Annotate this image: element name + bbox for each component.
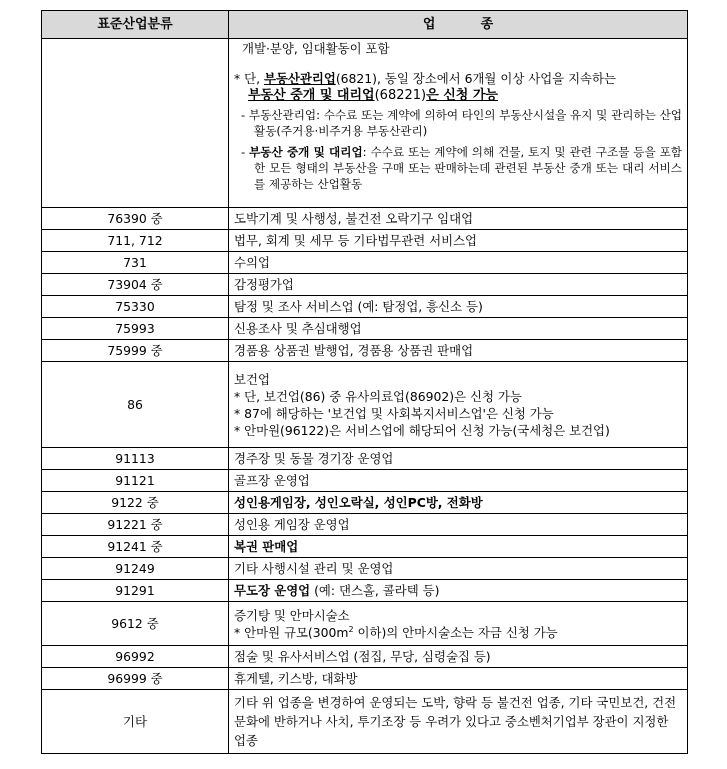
code-cell: 731	[42, 252, 229, 274]
desc-cell	[229, 602, 688, 646]
table-row	[42, 230, 688, 252]
bold-term: 부동산관리업	[263, 71, 336, 86]
table-row	[42, 668, 688, 690]
desc-line: * 안마원 규모($300m^2$ 이하)의 안마시술소는 자금 신청 가능	[234, 624, 558, 640]
header-classification: 표준산업분류	[42, 11, 229, 39]
table-row	[42, 208, 688, 230]
desc-cell: 성인용 게임장 운영업	[229, 514, 688, 536]
table-row	[42, 690, 688, 754]
table-row	[42, 602, 688, 646]
code-cell: 91221 중	[42, 514, 229, 536]
desc-cell: 도박기계 및 사행성, 불건전 오락기구 임대업	[229, 208, 688, 230]
table-row	[42, 362, 688, 448]
desc-line: 개발·분양, 임대활동이 포함	[242, 41, 390, 56]
table-row	[42, 470, 688, 492]
table-row	[42, 514, 688, 536]
desc-cell: 복권 판매업	[229, 536, 688, 558]
code-cell: 96999 중	[42, 668, 229, 690]
code-cell: 96992	[42, 646, 229, 668]
table-row	[42, 646, 688, 668]
sub-note: - 부동산관리업: 수수료 또는 계약에 의하여 타인의 부동산시설을 유지 및 관리하는 산업활동(주거용·비주거용 부동산관리)	[241, 108, 682, 138]
code-cell: 73904 중	[42, 274, 229, 296]
desc-cell: 점술 및 유사서비스업 (점집, 무당, 심령술집 등)	[229, 646, 688, 668]
table-row	[42, 274, 688, 296]
table-header-row	[42, 11, 688, 39]
code-cell: 91291	[42, 580, 229, 602]
code-cell: 76390 중	[42, 208, 229, 230]
desc-cell: 경품용 상품권 발행업, 경품용 상품권 판매업	[229, 340, 688, 362]
desc-line: * 안마원(96122)은 서비스업에 해당되어 신청 가능(국세청은 보건업)	[234, 422, 610, 438]
table-row	[42, 252, 688, 274]
desc-cell: 무도장 운영업 (예: 댄스홀, 콜라텍 등)	[229, 580, 688, 602]
code-cell: 711, 712	[42, 230, 229, 252]
desc-cell: 골프장 운영업	[229, 470, 688, 492]
desc-line: 보건업	[234, 371, 270, 387]
table-row	[42, 558, 688, 580]
code-cell: 86	[42, 362, 229, 448]
table-row	[42, 39, 688, 208]
sub-note: - 부동산 중개 및 대리업: 수수료 또는 계약에 의해 건물, 토지 및 관련 구조물 등을 포함한 모든 형태의 부동산을 구매 또는 판매하는데 관련된 부동산 중개 또는 대리 서비스를 제공하는 산업활동	[241, 145, 683, 191]
desc-cell: 신용조사 및 추심대행업	[229, 318, 688, 340]
code-cell: 9122 중	[42, 492, 229, 514]
desc-cell: 경주장 및 동물 경기장 운영업	[229, 448, 688, 470]
desc-cell: 기타 사행시설 관리 및 운영업	[229, 558, 688, 580]
code-cell: 9612 중	[42, 602, 229, 646]
code-cell: 91241 중	[42, 536, 229, 558]
bold-term: 은 신청 가능	[426, 88, 498, 103]
desc-line: * 87에 해당하는 '보건업 및 사회복지서비스업'은 신청 가능	[234, 405, 554, 421]
desc-cell	[229, 362, 688, 448]
desc-cell: 감정평가업	[229, 274, 688, 296]
table-row	[42, 318, 688, 340]
table-row	[42, 340, 688, 362]
table-row	[42, 580, 688, 602]
code-cell	[42, 39, 229, 208]
table-row	[42, 296, 688, 318]
desc-line: * 단, 보건업(86) 중 유사의료업(86902)은 신청 가능	[234, 388, 522, 404]
code-cell: 75330	[42, 296, 229, 318]
desc-cell: 법무, 회계 및 세무 등 기타법무관련 서비스업	[229, 230, 688, 252]
code-cell: 75993	[42, 318, 229, 340]
code-cell: 91113	[42, 448, 229, 470]
bold-term: 부동산 중개 및 대리업	[248, 88, 375, 103]
desc-cell: 기타 위 업종을 변경하여 운영되는 도박, 향락 등 불건전 업종, 기타 국민보건, 건전문화에 반하거나 사치, 투기조장 등 우려가 있다고 중소벤처기업부 장관이 지정한 업종	[229, 690, 688, 754]
code-cell: 75999 중	[42, 340, 229, 362]
restricted-industries-table	[41, 10, 688, 754]
desc-cell: 성인용게임장, 성인오락실, 성인PC방, 전화방	[229, 492, 688, 514]
desc-line: 증기탕 및 안마시술소	[234, 607, 350, 623]
desc-cell	[229, 39, 688, 208]
desc-cell: 탐정 및 조사 서비스업 (예: 탐정업, 흥신소 등)	[229, 296, 688, 318]
table-row	[42, 536, 688, 558]
table-row	[42, 448, 688, 470]
note-line: 부동산 중개 및 대리업(68221)은 신청 가능	[248, 88, 498, 103]
code-cell: 91121	[42, 470, 229, 492]
code-cell: 기타	[42, 690, 229, 754]
code-cell: 91249	[42, 558, 229, 580]
header-industry: 업 종	[229, 11, 688, 39]
desc-cell: 휴게텔, 키스방, 대화방	[229, 668, 688, 690]
table-row	[42, 492, 688, 514]
desc-cell: 수의업	[229, 252, 688, 274]
note-line: * 단, 부동산관리업(6821), 동일 장소에서 6개월 이상 사업을 지속하는	[234, 71, 616, 86]
